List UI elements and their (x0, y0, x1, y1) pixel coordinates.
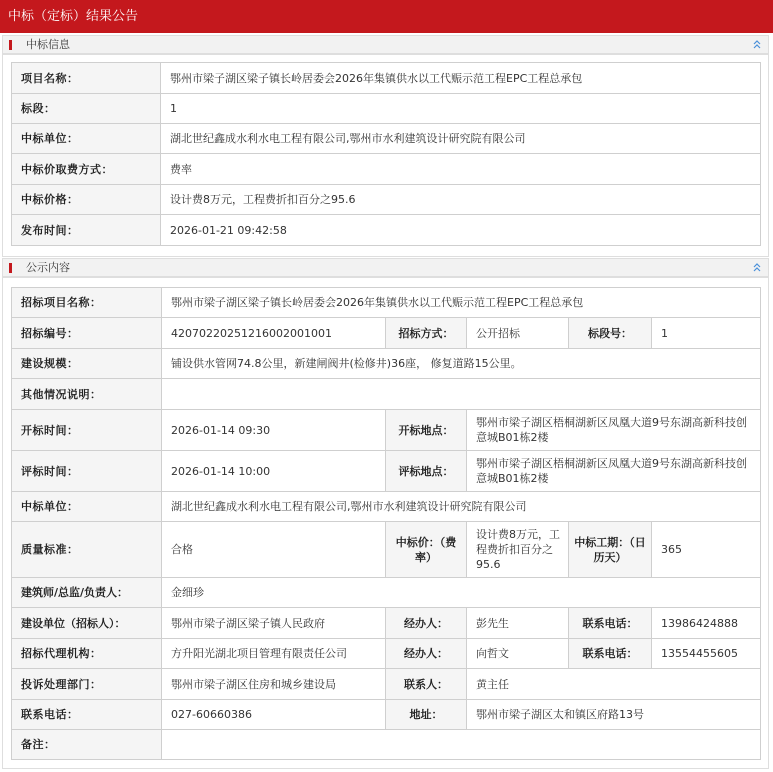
section-header-bid-info[interactable] (2, 35, 769, 54)
table-row (12, 318, 761, 349)
complaint-dept-value: 鄂州市梁子湖区住房和城乡建设局 (162, 669, 386, 700)
row-label: 联系电话： (569, 639, 652, 669)
row-label: 联系电话： (569, 608, 652, 639)
open-time-value: 2026-01-14 09:30 (162, 410, 386, 451)
eval-time-value: 2026-01-14 10:00 (162, 451, 386, 492)
price-value: 设计费8万元，工程费折扣百分之95.6 (161, 185, 761, 215)
section-marker (9, 40, 12, 50)
table-row (12, 700, 761, 730)
table-row (12, 410, 761, 451)
row-label: 投诉处理部门： (12, 669, 162, 700)
agency-phone-value: 13554455605 (652, 639, 761, 669)
notice-table (11, 287, 761, 760)
complaint-contact-value: 黄主任 (467, 669, 761, 700)
project-name-value: 鄂州市梁子湖区梁子镇长岭居委会2026年集镇供水以工代赈示范工程EPC工程总承包 (162, 288, 761, 318)
duration-value: 365 (652, 522, 761, 578)
section-no-value: 1 (652, 318, 761, 349)
row-label: 联系电话： (12, 700, 162, 730)
row-label: 建设单位（招标人）： (12, 608, 162, 639)
table-row (12, 63, 761, 94)
scale-value: 铺设供水管网74.8公里，新建闸阀井(检修井)36座， 修复道路15公里。 (162, 349, 761, 379)
fee-mode-value: 费率 (161, 154, 761, 185)
table-row (12, 522, 761, 578)
section-value: 1 (161, 94, 761, 124)
row-label: 中标价格： (12, 185, 161, 215)
row-label: 评标时间： (12, 451, 162, 492)
table-row (12, 492, 761, 522)
row-label: 质量标准： (12, 522, 162, 578)
table-row (12, 154, 761, 185)
table-row (12, 215, 761, 246)
double-chevron-up-icon[interactable] (752, 261, 762, 273)
bid-info-panel (2, 54, 769, 257)
quality-value: 合格 (162, 522, 386, 578)
other-value (162, 379, 761, 410)
row-label: 经办人： (386, 608, 467, 639)
row-label: 建设规模： (12, 349, 162, 379)
row-label: 招标方式： (386, 318, 467, 349)
table-row (12, 639, 761, 669)
section-title: 中标信息 (26, 38, 70, 51)
row-label: 招标编号： (12, 318, 162, 349)
row-label: 联系人： (386, 669, 467, 700)
row-label: 经办人： (386, 639, 467, 669)
table-row (12, 349, 761, 379)
agency-value: 方升阳光湖北项目管理有限责任公司 (162, 639, 386, 669)
row-label: 中标价：（费率） (386, 522, 467, 578)
page-title: 中标（定标）结果公告 (0, 0, 773, 33)
open-place-value: 鄂州市梁子湖区梧桐湖新区凤凰大道9号东湖高新科技创意城B01栋2楼 (467, 410, 761, 451)
remark-value (162, 730, 761, 760)
bid-price-value: 设计费8万元，工程费折扣百分之95.6 (467, 522, 569, 578)
tender-method-value: 公开招标 (467, 318, 569, 349)
row-label: 中标价取费方式： (12, 154, 161, 185)
winner-value: 湖北世纪鑫成水利水电工程有限公司,鄂州市水利建筑设计研究院有限公司 (161, 124, 761, 154)
table-row (12, 608, 761, 639)
complaint-address-value: 鄂州市梁子湖区太和镇区府路13号 (467, 700, 761, 730)
table-row (12, 94, 761, 124)
project-name-value: 鄂州市梁子湖区梁子镇长岭居委会2026年集镇供水以工代赈示范工程EPC工程总承包 (161, 63, 761, 94)
row-label: 备注： (12, 730, 162, 760)
row-label: 招标项目名称： (12, 288, 162, 318)
table-row (12, 578, 761, 608)
table-row (12, 669, 761, 700)
row-label: 中标单位： (12, 124, 161, 154)
agency-contact-value: 向哲文 (467, 639, 569, 669)
row-label: 中标单位： (12, 492, 162, 522)
bid-info-table (11, 62, 761, 246)
table-row (12, 288, 761, 318)
notice-content-panel (2, 277, 769, 769)
table-row (12, 124, 761, 154)
row-label: 评标地点： (386, 451, 467, 492)
row-label: 标段： (12, 94, 161, 124)
double-chevron-up-icon[interactable] (752, 38, 762, 50)
owner-value: 鄂州市梁子湖区梁子镇人民政府 (162, 608, 386, 639)
owner-contact-value: 彭先生 (467, 608, 569, 639)
row-label: 开标时间： (12, 410, 162, 451)
section-title: 公示内容 (26, 261, 70, 274)
owner-phone-value: 13986424888 (652, 608, 761, 639)
section-marker (9, 263, 12, 273)
publish-time-value: 2026-01-21 09:42:58 (161, 215, 761, 246)
table-row (12, 451, 761, 492)
eval-place-value: 鄂州市梁子湖区梧桐湖新区凤凰大道9号东湖高新科技创意城B01栋2楼 (467, 451, 761, 492)
row-label: 标段号： (569, 318, 652, 349)
tender-no-value: 42070220251216002001001 (162, 318, 386, 349)
winner-value: 湖北世纪鑫成水利水电工程有限公司,鄂州市水利建筑设计研究院有限公司 (162, 492, 761, 522)
row-label: 项目名称： (12, 63, 161, 94)
row-label: 地址： (386, 700, 467, 730)
row-label: 开标地点： (386, 410, 467, 451)
complaint-phone-value: 027-60660386 (162, 700, 386, 730)
table-row (12, 379, 761, 410)
row-label: 发布时间： (12, 215, 161, 246)
table-row (12, 185, 761, 215)
row-label: 招标代理机构： (12, 639, 162, 669)
section-header-notice-content[interactable] (2, 258, 769, 277)
row-label: 中标工期：（日历天） (569, 522, 652, 578)
row-label: 建筑师/总监/负责人： (12, 578, 162, 608)
pm-value: 金细珍 (162, 578, 761, 608)
table-row (12, 730, 761, 760)
row-label: 其他情况说明： (12, 379, 162, 410)
